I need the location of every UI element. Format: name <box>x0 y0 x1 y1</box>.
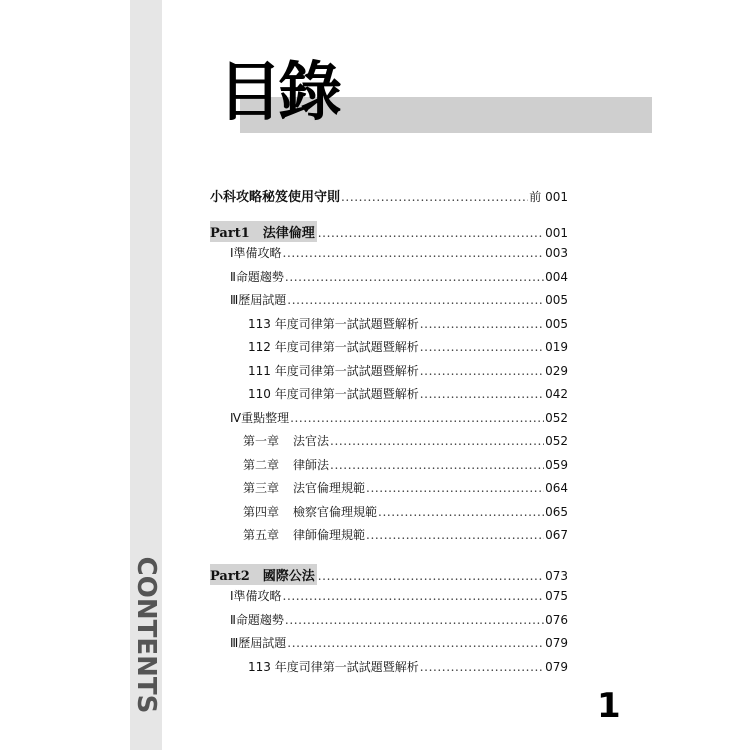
toc-chapter-page: 065 <box>545 504 568 519</box>
toc-intro-label: 小科攻略秘笈使用守則 <box>210 190 341 205</box>
toc-item[interactable] <box>210 291 568 315</box>
toc-item-page: 042 <box>545 387 568 401</box>
toc-chapter-number: 第五章 <box>243 528 280 542</box>
toc-item-label: Ⅲ歷屆試題 <box>230 293 287 307</box>
toc-chapter-page: 052 <box>545 434 568 448</box>
dot-leader <box>283 589 545 603</box>
toc-item[interactable] <box>210 409 568 433</box>
page-number: 1 <box>597 686 621 726</box>
toc-item-page: 005 <box>545 316 568 331</box>
toc-chapter-label: 檢察官倫理規範 <box>293 504 378 519</box>
toc-item-label: Ⅰ準備攻略 <box>230 246 282 260</box>
toc-chapter[interactable] <box>210 503 568 527</box>
toc-chapter-label: 律師法 <box>293 457 330 472</box>
toc-item-label: 113 年度司律第一試試題暨解析 <box>248 659 419 674</box>
toc-chapter-label: 律師倫理規範 <box>293 528 366 542</box>
toc-part1-page: 001 <box>545 225 568 240</box>
dot-leader <box>420 317 544 331</box>
toc-item-page: 052 <box>545 410 568 425</box>
toc-item[interactable] <box>210 385 568 409</box>
toc-item[interactable] <box>210 611 568 635</box>
dot-leader <box>283 246 545 260</box>
dot-leader <box>366 481 544 495</box>
toc-chapter[interactable] <box>210 479 568 503</box>
toc-item-label: Ⅲ歷屆試題 <box>230 636 287 650</box>
toc-chapter-number: 第二章 <box>243 457 280 472</box>
toc-item-label: Ⅰ準備攻略 <box>230 589 282 603</box>
toc-item-page: 075 <box>545 589 568 603</box>
toc-part2-title: Part2 國際公法 <box>210 564 317 585</box>
table-of-contents <box>210 186 568 681</box>
toc-item-page: 029 <box>545 363 568 378</box>
toc-item-page: 019 <box>545 340 568 354</box>
toc-chapter[interactable] <box>210 456 568 480</box>
toc-item-page: 005 <box>545 293 568 307</box>
contents-vertical-label: CONTENTS <box>131 556 161 714</box>
dot-leader <box>420 660 544 674</box>
dot-leader <box>341 190 528 204</box>
dot-leader <box>318 226 544 240</box>
toc-chapter[interactable] <box>210 526 568 550</box>
toc-chapter-label: 法官法 <box>293 434 330 448</box>
toc-item-label: Ⅳ重點整理 <box>230 410 290 425</box>
dot-leader <box>420 340 544 354</box>
toc-intro-page: 前 001 <box>529 190 568 204</box>
dot-leader <box>318 569 544 583</box>
toc-item-label: 111 年度司律第一試試題暨解析 <box>248 363 419 378</box>
dot-leader <box>287 636 544 650</box>
toc-part1-title: Part1 法律倫理 <box>210 221 317 242</box>
dot-leader <box>285 613 544 627</box>
toc-part2-row[interactable] <box>210 564 568 588</box>
toc-part1-row[interactable] <box>210 221 568 245</box>
toc-chapter[interactable] <box>210 432 568 456</box>
toc-chapter-number: 第一章 <box>243 434 280 448</box>
dot-leader <box>378 505 544 519</box>
dot-leader <box>330 434 544 448</box>
toc-item[interactable] <box>210 268 568 292</box>
dot-leader <box>330 458 544 472</box>
toc-item[interactable] <box>210 338 568 362</box>
toc-item-page: 004 <box>545 269 568 284</box>
toc-item[interactable] <box>210 315 568 339</box>
toc-item-label: 110 年度司律第一試試題暨解析 <box>248 387 419 401</box>
toc-chapter-page: 059 <box>545 457 568 472</box>
toc-item[interactable] <box>210 362 568 386</box>
toc-chapter-number: 第四章 <box>243 504 280 519</box>
toc-item-label: Ⅱ命題趨勢 <box>230 269 284 284</box>
toc-item-page: 079 <box>545 636 568 650</box>
dot-leader <box>285 270 544 284</box>
dot-leader <box>287 293 544 307</box>
toc-intro-row[interactable] <box>210 186 568 210</box>
dot-leader <box>420 364 544 378</box>
toc-item[interactable] <box>210 587 568 611</box>
toc-item[interactable] <box>210 634 568 658</box>
toc-item-label: 112 年度司律第一試試題暨解析 <box>248 340 419 354</box>
toc-item-label: 113 年度司律第一試試題暨解析 <box>248 316 419 331</box>
dot-leader <box>366 528 544 542</box>
toc-item[interactable] <box>210 658 568 682</box>
toc-chapter-label: 法官倫理規範 <box>293 481 366 495</box>
toc-part2-page: 073 <box>545 568 568 583</box>
dot-leader <box>290 411 544 425</box>
toc-chapter-number: 第三章 <box>243 481 280 495</box>
toc-chapter-page: 064 <box>545 481 568 495</box>
toc-item-page: 079 <box>545 659 568 674</box>
page-title: 目錄 <box>218 55 338 130</box>
toc-item-page: 076 <box>545 612 568 627</box>
dot-leader <box>420 387 544 401</box>
toc-chapter-page: 067 <box>545 528 568 542</box>
toc-item-label: Ⅱ命題趨勢 <box>230 612 284 627</box>
toc-item-page: 003 <box>545 246 568 260</box>
toc-item[interactable] <box>210 244 568 268</box>
